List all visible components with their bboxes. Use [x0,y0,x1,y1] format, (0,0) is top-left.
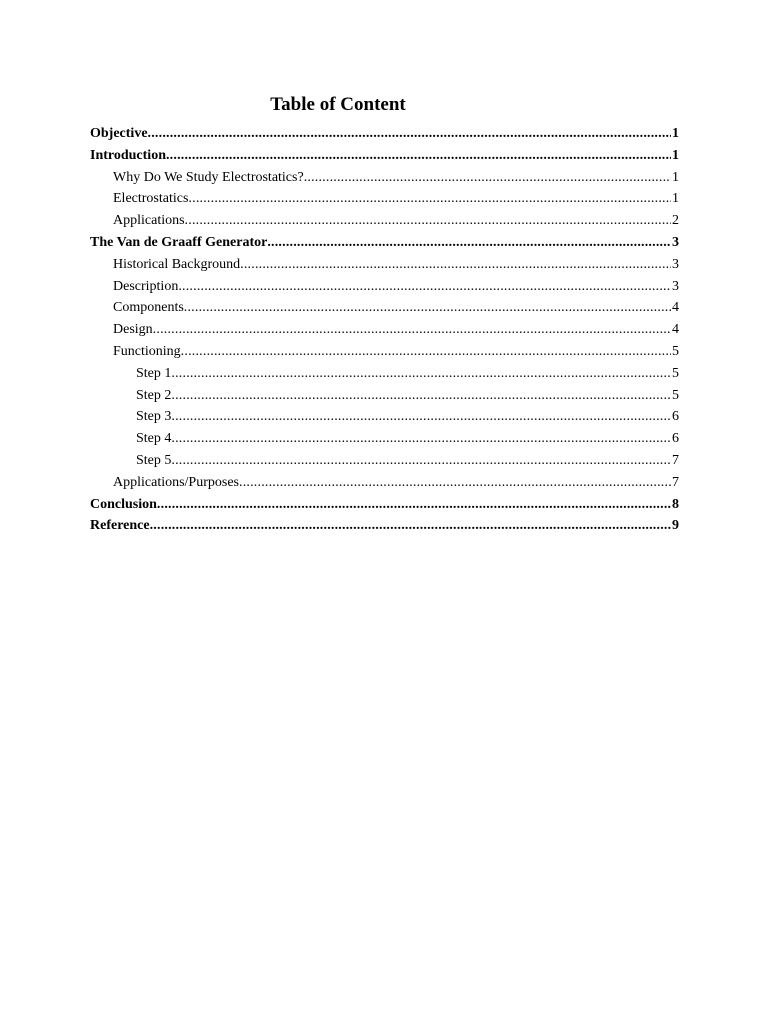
toc-entry-title: Step 1 [136,365,172,381]
toc-entry[interactable] [90,515,679,537]
toc-page-number: 1 [672,191,679,207]
toc-page-number: 7 [672,452,679,468]
toc-entry[interactable] [90,145,679,167]
toc-entry-title: Objective [90,126,148,141]
toc-entry-title: Step 4 [136,431,172,447]
toc-dot-leader [171,406,671,428]
toc-entry-title: Why Do We Study Electrostatics? [113,169,304,185]
toc-entry-title: Applications/Purposes [113,474,239,490]
toc-dot-leader [185,210,671,232]
page-title: Table of Content [270,94,406,115]
toc-page-number: 1 [672,126,679,141]
toc-dot-leader [171,363,671,385]
toc-dot-leader [166,145,671,167]
toc-dot-leader [171,385,671,407]
toc-entry[interactable] [90,363,679,385]
toc-entry-title: Introduction [90,147,166,163]
toc-dot-leader [171,428,671,450]
toc-entry-title: Applications [113,213,185,229]
toc-page-number: 3 [672,256,679,272]
toc-entry[interactable] [90,494,679,516]
toc-dot-leader [188,188,671,210]
toc-dot-leader [240,254,671,276]
toc-page-number: 5 [672,343,679,359]
toc-page-number: 7 [672,474,679,490]
toc-entry-title: Step 2 [136,387,172,403]
toc-page-number: 1 [672,147,679,163]
toc-entry-title: Conclusion [90,496,157,512]
toc-entry-title: Step 5 [136,452,172,468]
toc-page-number: 4 [672,300,679,316]
toc-dot-leader [171,450,671,472]
toc-page-number: 5 [672,387,679,403]
toc-entry-title: Components [113,300,184,316]
toc-dot-leader [148,123,671,145]
toc-dot-leader [239,472,671,494]
toc-entry[interactable] [90,406,679,428]
toc-entry[interactable] [90,472,679,494]
toc-dot-leader [184,297,671,319]
toc-entry-title: Historical Background [113,256,241,272]
toc-page-number: 3 [672,234,679,250]
toc-page-number: 6 [672,409,679,425]
toc-dot-leader [267,232,671,254]
toc-entry-title: The Van de Graaff Generator [90,234,268,250]
toc-entry[interactable] [90,385,679,407]
toc-entry[interactable] [90,276,679,298]
toc-dot-leader [181,341,671,363]
toc-page-number: 5 [672,365,679,381]
toc-entry[interactable] [90,123,679,145]
toc-entry[interactable] [90,297,679,319]
toc-dot-leader [304,167,671,189]
toc-entry[interactable] [90,232,679,254]
toc-page-number: 1 [672,169,679,185]
toc-entry[interactable] [90,167,679,189]
toc-page-number: 8 [672,496,679,512]
toc-entry[interactable] [90,188,679,210]
toc-entry[interactable] [90,254,679,276]
table-of-contents [90,123,679,537]
toc-page-number: 2 [672,213,679,229]
toc-entry-title: Reference [90,518,150,534]
toc-dot-leader [157,494,671,516]
toc-entry-title: Functioning [113,343,181,359]
toc-page-number: 6 [672,431,679,447]
toc-page-number: 9 [672,518,679,534]
toc-entry-title: Electrostatics [113,191,189,207]
toc-dot-leader [153,319,671,341]
toc-entry[interactable] [90,341,679,363]
toc-entry-title: Design [113,322,153,338]
toc-page-number: 3 [672,278,679,294]
toc-entry[interactable] [90,450,679,472]
toc-entry-title: Description [113,278,179,294]
toc-page-number: 4 [672,322,679,338]
toc-dot-leader [178,276,671,298]
toc-entry[interactable] [90,210,679,232]
toc-entry-title: Step 3 [136,409,172,425]
toc-entry[interactable] [90,428,679,450]
toc-dot-leader [150,515,671,537]
toc-entry[interactable] [90,319,679,341]
